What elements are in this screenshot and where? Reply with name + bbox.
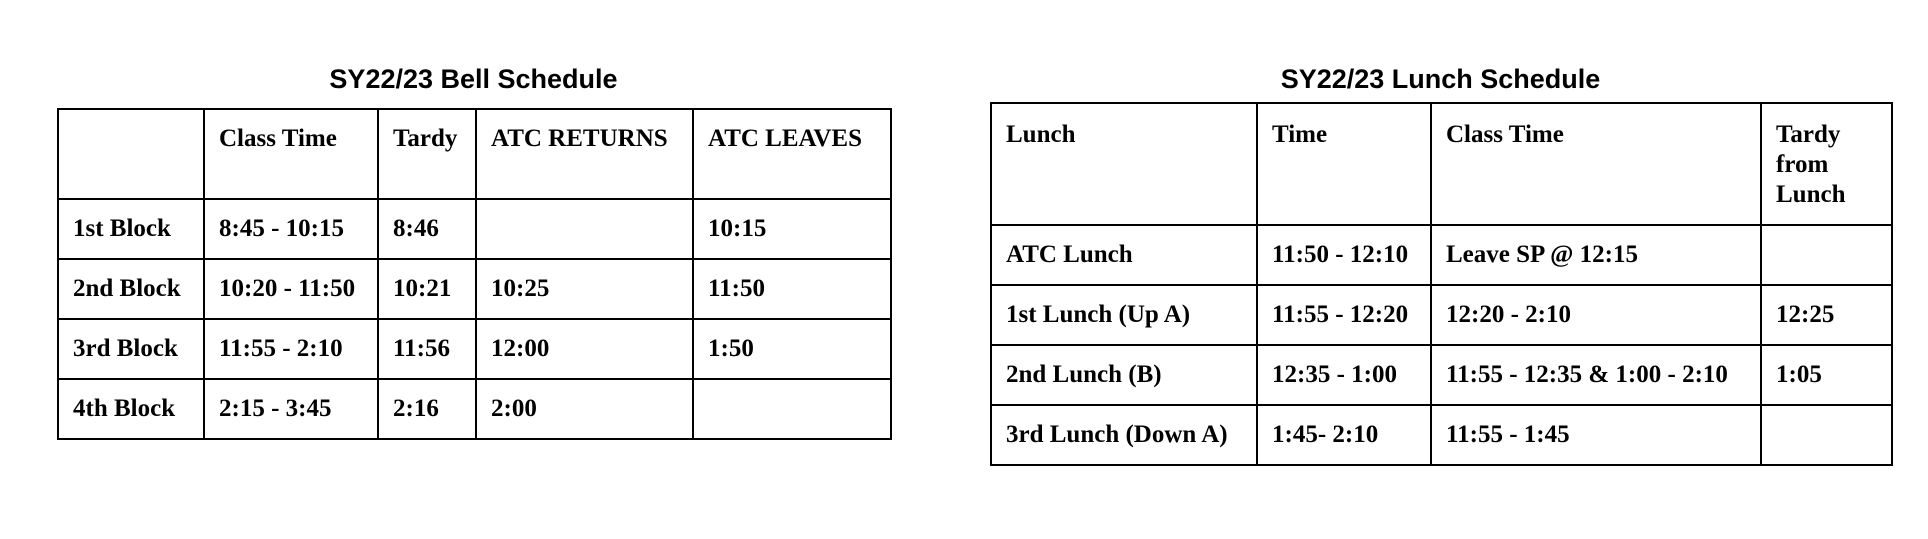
table-cell: 1:45- 2:10 xyxy=(1257,405,1431,465)
table-cell: 3rd Lunch (Down A) xyxy=(991,405,1257,465)
table-cell xyxy=(693,379,891,439)
lunch-schedule-table xyxy=(990,102,1893,466)
table-header-row xyxy=(991,103,1892,225)
table-cell: 2nd Lunch (B) xyxy=(991,345,1257,405)
table-cell: ATC Lunch xyxy=(991,225,1257,285)
table-row xyxy=(58,259,891,319)
header-cell: Class Time xyxy=(1431,103,1761,225)
table-cell: 2:15 - 3:45 xyxy=(204,379,378,439)
table-cell: 12:25 xyxy=(1761,285,1892,345)
lunch-schedule xyxy=(990,62,1891,466)
header-cell: Class Time xyxy=(204,109,378,199)
table-cell: 12:00 xyxy=(476,319,693,379)
table-cell: 2nd Block xyxy=(58,259,204,319)
table-row xyxy=(58,319,891,379)
table-cell: 1:05 xyxy=(1761,345,1892,405)
table-row xyxy=(991,405,1892,465)
table-row xyxy=(991,285,1892,345)
table-cell: 2:00 xyxy=(476,379,693,439)
bell-schedule-table xyxy=(57,108,892,440)
table-cell: Leave SP @ 12:15 xyxy=(1431,225,1761,285)
table-cell: 1st Lunch (Up A) xyxy=(991,285,1257,345)
table-cell: 11:50 - 12:10 xyxy=(1257,225,1431,285)
table-cell: 11:55 - 1:45 xyxy=(1431,405,1761,465)
table-row xyxy=(991,345,1892,405)
table-row xyxy=(58,199,891,259)
header-cell: Lunch xyxy=(991,103,1257,225)
lunch-schedule-title: SY22/23 Lunch Schedule xyxy=(1280,64,1601,94)
table-row xyxy=(58,379,891,439)
table-cell: 3rd Block xyxy=(58,319,204,379)
table-cell: 2:16 xyxy=(378,379,476,439)
table-cell: 10:15 xyxy=(693,199,891,259)
bell-schedule-title: SY22/23 Bell Schedule xyxy=(329,64,618,94)
table-cell: 10:21 xyxy=(378,259,476,319)
header-cell: Tardy xyxy=(378,109,476,199)
table-cell: 10:20 - 11:50 xyxy=(204,259,378,319)
table-cell: 4th Block xyxy=(58,379,204,439)
header-cell xyxy=(58,109,204,199)
table-cell: 12:35 - 1:00 xyxy=(1257,345,1431,405)
table-cell: 11:55 - 12:35 & 1:00 - 2:10 xyxy=(1431,345,1761,405)
table-cell: 1:50 xyxy=(693,319,891,379)
table-row xyxy=(991,225,1892,285)
header-cell: Time xyxy=(1257,103,1431,225)
table-cell: 8:45 - 10:15 xyxy=(204,199,378,259)
bell-schedule xyxy=(57,62,890,440)
table-cell xyxy=(1761,405,1892,465)
table-cell xyxy=(1761,225,1892,285)
table-cell: 10:25 xyxy=(476,259,693,319)
header-cell: ATC RETURNS xyxy=(476,109,693,199)
table-cell xyxy=(476,199,693,259)
table-cell: 11:56 xyxy=(378,319,476,379)
table-cell: 1st Block xyxy=(58,199,204,259)
table-cell: 11:55 - 12:20 xyxy=(1257,285,1431,345)
table-cell: 11:55 - 2:10 xyxy=(204,319,378,379)
table-cell: 12:20 - 2:10 xyxy=(1431,285,1761,345)
header-cell: Tardy from Lunch xyxy=(1761,103,1892,225)
table-header-row xyxy=(58,109,891,199)
table-cell: 11:50 xyxy=(693,259,891,319)
table-cell: 8:46 xyxy=(378,199,476,259)
header-cell: ATC LEAVES xyxy=(693,109,891,199)
